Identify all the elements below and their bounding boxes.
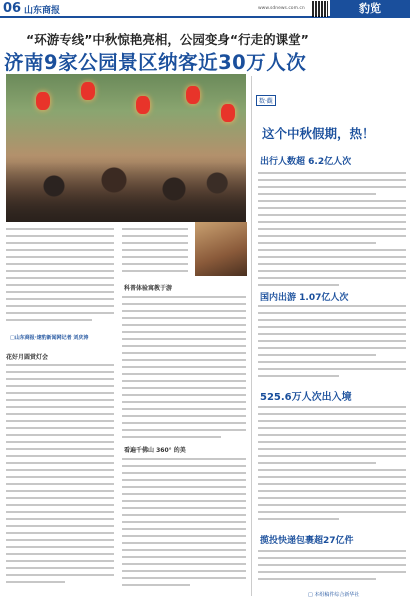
festival-photo: [6, 74, 246, 222]
text-block: [6, 228, 114, 326]
text-block: [122, 228, 188, 277]
sub-headline: “环游专线”中秋惊艳亮相，公园变身“行走的课堂”: [26, 32, 309, 47]
lantern-icon: [186, 86, 200, 104]
section-title: 看遍千佛山 360° 的美: [124, 447, 186, 454]
site-url[interactable]: www.sdnews.com.cn: [258, 6, 305, 11]
section-title: 出行人数超 6.2亿人次: [260, 157, 352, 167]
text-block: [6, 364, 114, 588]
text-block: [122, 458, 246, 591]
text-block: [258, 550, 406, 585]
qr-code-icon: [312, 1, 328, 17]
page-number: 06: [3, 1, 22, 16]
section-title: 花好月圆赏灯会: [6, 354, 49, 361]
lantern-icon: [221, 104, 235, 122]
paper-name: 山东商报: [24, 6, 61, 16]
section-title: 科普体验寓教于游: [124, 285, 173, 292]
column-divider: [251, 76, 252, 596]
text-block: [258, 305, 406, 382]
lantern-icon: [136, 96, 150, 114]
crowd: [6, 162, 246, 222]
section-title: 525.6万人次出入境: [260, 392, 352, 403]
column-tag: 数·觀: [256, 95, 276, 106]
source-note: □ 本组稿件综合新华社: [308, 592, 360, 598]
main-headline: 济南9家公园景区纳客近30万人次: [4, 51, 307, 74]
text-block: [258, 172, 406, 291]
section-title: 揽投快递包裹超27亿件: [260, 536, 354, 546]
byline: □山东商报·速豹新闻网记者 刘庆涛: [10, 335, 89, 341]
section-title: 国内出游 1.07亿人次: [260, 293, 349, 303]
masthead-bar: [0, 0, 410, 18]
lantern-icon: [81, 82, 95, 100]
lantern-icon: [36, 92, 50, 110]
text-block: [258, 406, 406, 525]
park-photo: [195, 222, 247, 276]
text-block: [122, 296, 246, 443]
section-brand: 豹览: [330, 0, 410, 18]
right-column-title: 这个中秋假期，热！: [262, 126, 375, 141]
